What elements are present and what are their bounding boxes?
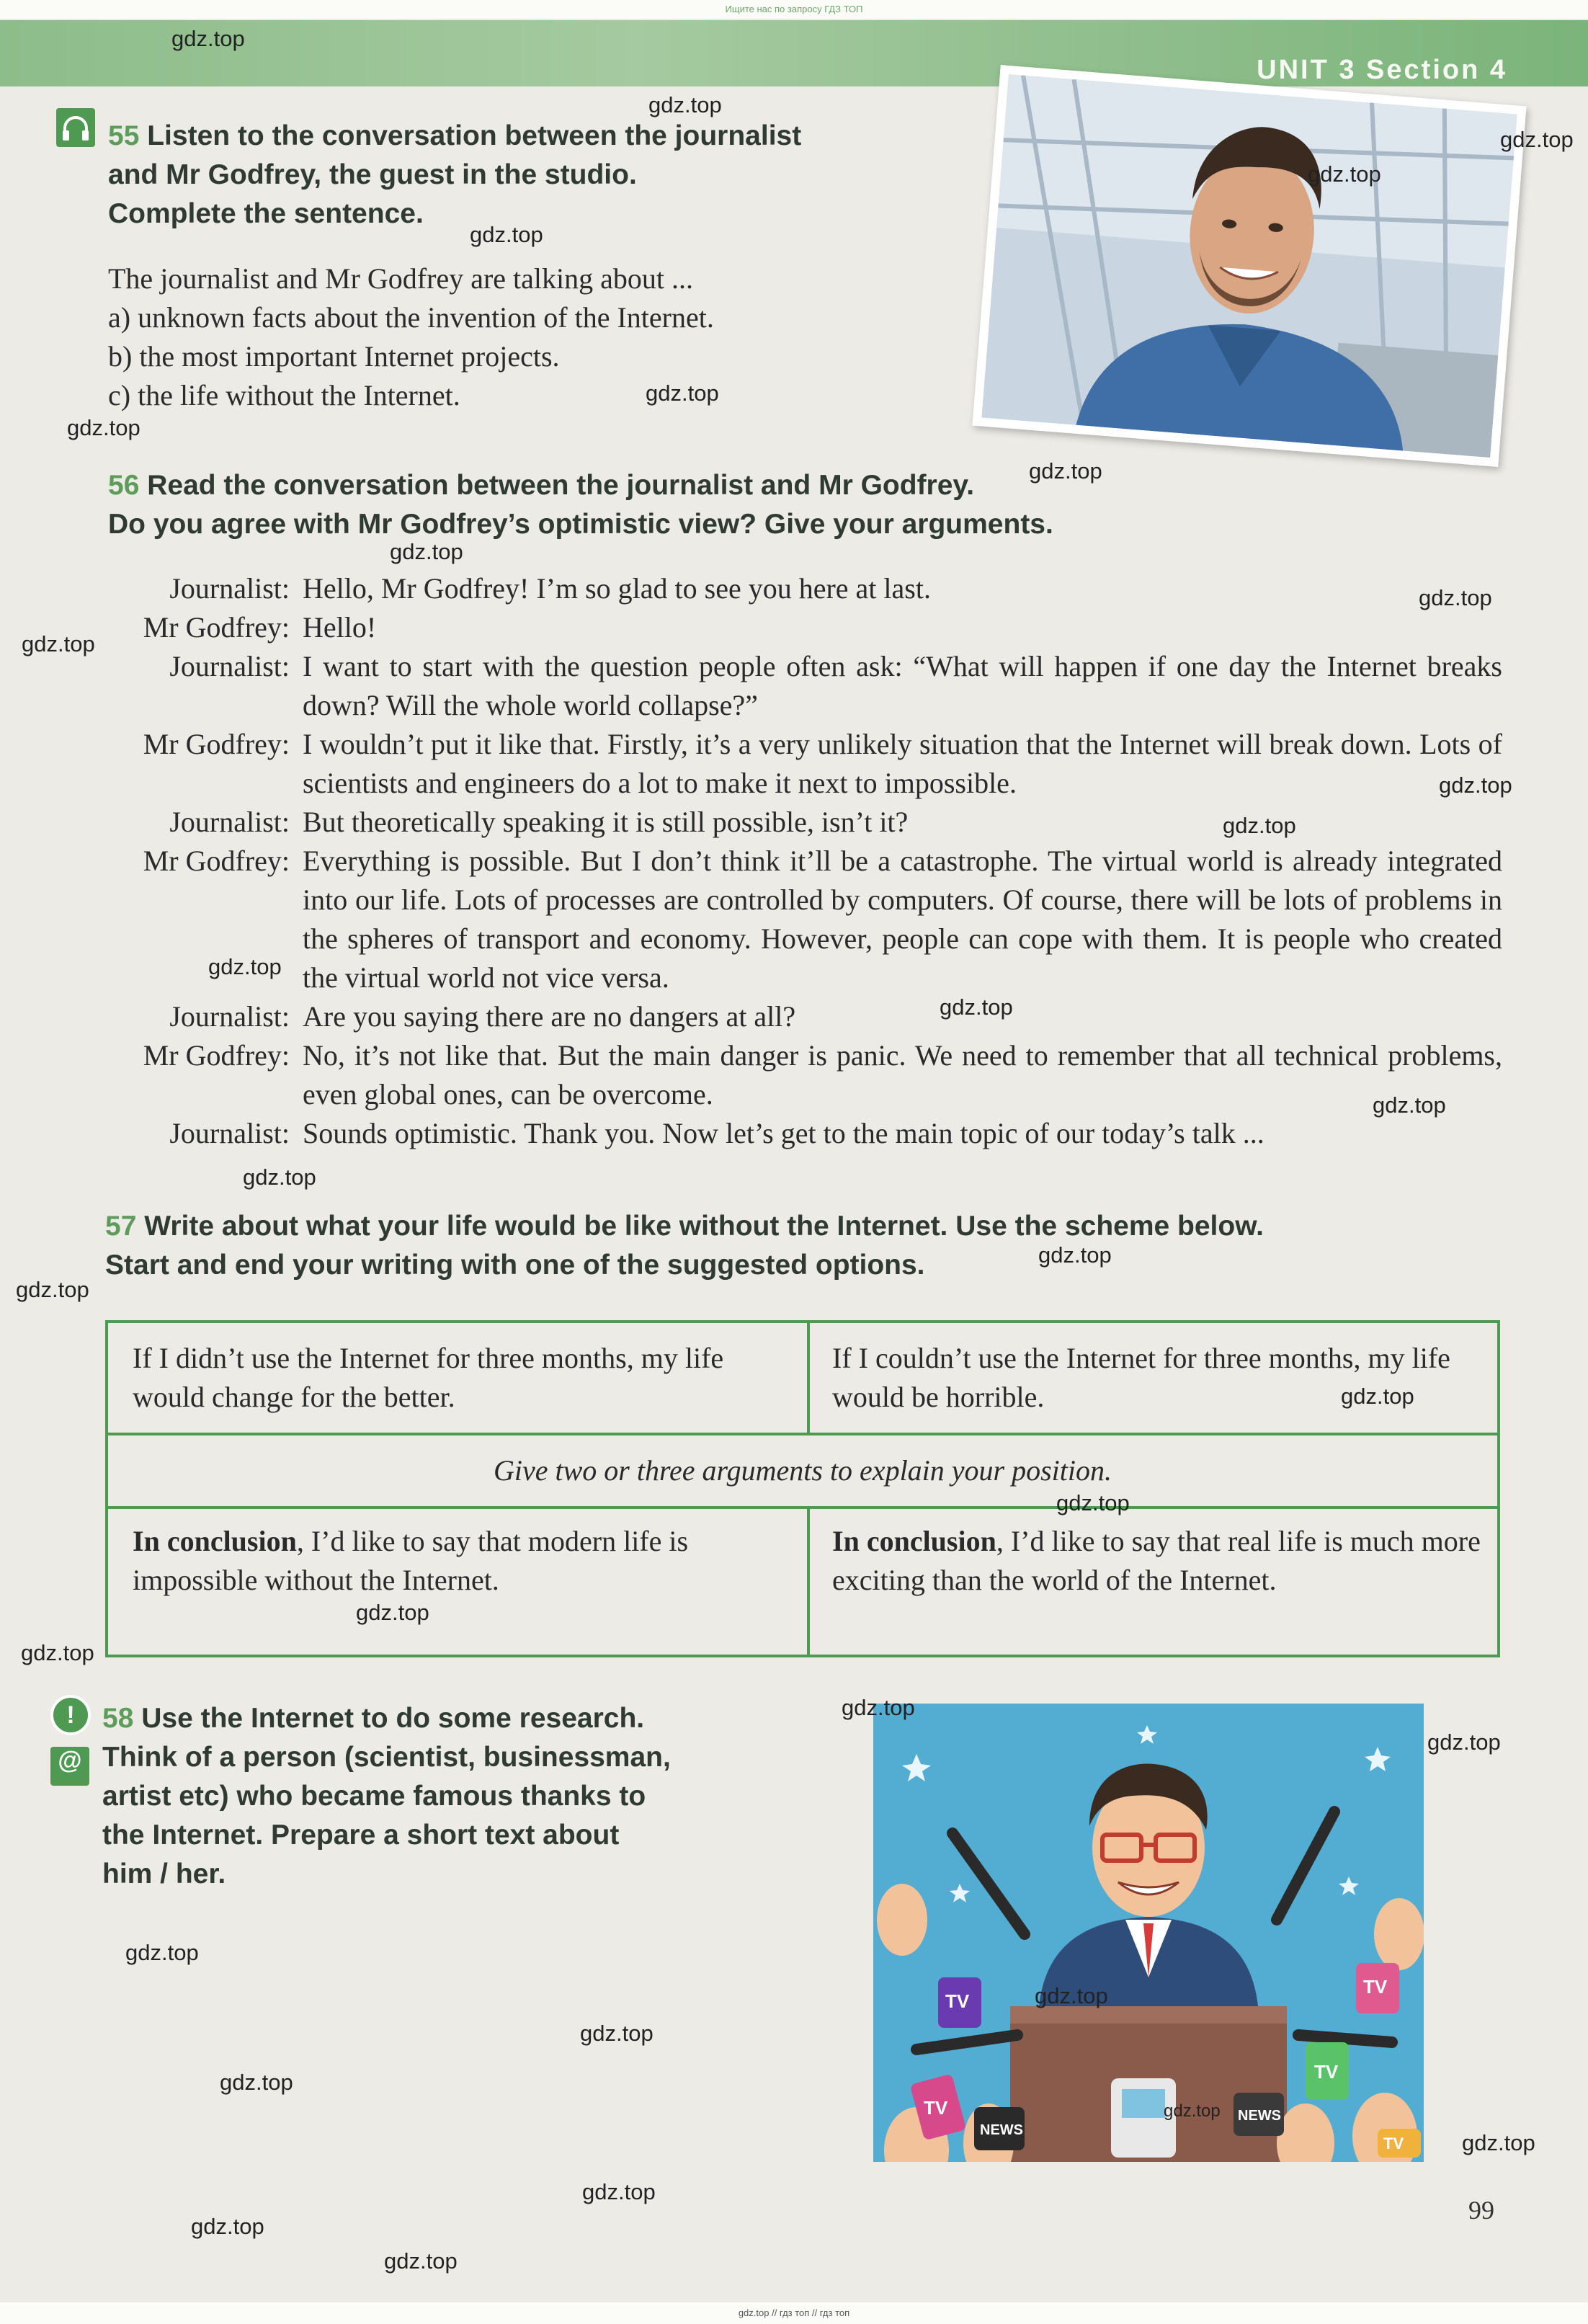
dialog-line	[112, 1114, 1502, 1153]
watermark: gdz.top	[208, 954, 282, 979]
page-number: 99	[1468, 2196, 1494, 2225]
speaker: Journalist:	[169, 650, 290, 682]
watermark: gdz.top	[171, 26, 245, 51]
mic-label: NEWS	[1238, 2108, 1281, 2124]
mic-label: TV	[1383, 2134, 1404, 2152]
watermark: gdz.top	[582, 2179, 656, 2204]
task-55-option-c: c) the life without the Internet.	[108, 379, 460, 411]
watermark: gdz.top	[1038, 1242, 1112, 1268]
conclusion-bold: In conclusion	[133, 1525, 297, 1557]
conclusion-text: , I’d like to say that modern life is impossible without the Internet.	[133, 1525, 689, 1596]
watermark: gdz.top	[390, 539, 463, 564]
utterance: Hello, Mr Godfrey! I’m so glad to see you here at last.	[303, 572, 931, 605]
scheme-conclusion-right	[832, 1522, 1488, 1600]
dialog-line	[112, 569, 1502, 608]
dialog-line	[112, 608, 1502, 647]
utterance: I wouldn’t put it like that. Firstly, it’s a very unlikely situation that the Internet will break down. Lots of scientists and engineers do a lot to make it next to impossible.	[303, 728, 1502, 799]
utterance: But theoretically speaking it is still possible, isn’t it?	[303, 806, 909, 838]
utterance: Everything is possible. But I don’t think it’ll be a catastrophe. The virtual world is already integrated into our life. Lots of processes are controlled by computers. Of course, there will be lots of problems in the spheres of transport and economy. However, people can cope with them. It is people who created the virtual world not vice versa.	[303, 845, 1502, 994]
watermark: gdz.top	[646, 380, 719, 406]
watermark: gdz.top	[1427, 1729, 1501, 1755]
watermark: gdz.top	[1500, 127, 1574, 152]
watermark: gdz.top	[220, 2070, 293, 2095]
watermark: gdz.top	[648, 92, 722, 117]
press-conference-illustration	[873, 1704, 1424, 2162]
task-55-option-a: a) unknown facts about the invention of the Internet.	[108, 301, 714, 334]
mic-label: NEWS	[980, 2122, 1023, 2138]
utterance: No, it’s not like that. But the main danger is panic. We need to remember that all technical problems, even global ones, can be overcome.	[303, 1039, 1502, 1110]
unit-label: UNIT 3 Section 4	[1257, 55, 1507, 85]
utterance: Sounds optimistic. Thank you. Now let’s get to the main topic of our today’s talk ...	[303, 1117, 1264, 1149]
scheme-option-better: If I didn’t use the Internet for three months, my life would change for the better.	[133, 1342, 724, 1413]
utterance: Hello!	[303, 611, 377, 644]
watermark: gdz.top	[1056, 1490, 1130, 1515]
guest-photo	[972, 65, 1526, 467]
watermark: gdz.top	[940, 994, 1013, 1020]
task-55-option-b: b) the most important Internet projects.	[108, 340, 560, 373]
watermark: gdz.top	[470, 222, 543, 247]
watermark: gdz.top	[243, 1165, 316, 1190]
watermark: gdz.top	[1439, 773, 1512, 798]
watermark: gdz.top	[67, 415, 140, 440]
speaker: Mr Godfrey:	[143, 1039, 290, 1072]
watermark: gdz.top	[1164, 2101, 1221, 2121]
exclamation-icon: !	[50, 1695, 91, 1735]
watermark: gdz.top	[125, 1940, 199, 1965]
watermark: gdz.top	[384, 2248, 458, 2274]
watermark: gdz.top	[1462, 2130, 1535, 2155]
speaker: Journalist:	[169, 572, 290, 605]
mic-label: TV	[1363, 1976, 1388, 1998]
scheme-divider	[108, 1506, 1497, 1509]
watermark: gdz.top	[22, 631, 95, 656]
watermark: gdz.top	[1419, 585, 1492, 610]
conversation	[112, 569, 1502, 1153]
scheme-divider	[807, 1323, 810, 1433]
watermark: gdz.top	[356, 1600, 429, 1625]
scheme-divider	[108, 1433, 1497, 1435]
scheme-divider	[807, 1506, 810, 1657]
speaker: Journalist:	[169, 1000, 290, 1033]
watermark: gdz.top	[580, 2021, 654, 2046]
watermark: gdz.top	[1223, 813, 1296, 838]
speaker: Mr Godfrey:	[143, 728, 290, 760]
watermark: gdz.top	[1373, 1092, 1446, 1118]
speaker: Journalist:	[169, 806, 290, 838]
watermark: gdz.top	[191, 2214, 264, 2239]
scheme-conclusion-left	[133, 1522, 781, 1600]
dialog-line	[112, 842, 1502, 997]
at-sign-icon: @	[50, 1747, 89, 1786]
mic-label: TV	[1314, 2061, 1339, 2083]
utterance: Are you saying there are no dangers at all?	[303, 1000, 796, 1033]
conclusion-bold: In conclusion	[832, 1525, 996, 1557]
utterance: I want to start with the question people often ask: “What will happen if one day the Internet breaks down? Will the whole world collapse?”	[303, 650, 1502, 721]
task-55-title: 55 Listen to the conversation between the journalist and Mr Godfrey, the guest in the studio. Complete the sentence.	[108, 120, 802, 229]
conclusion-text: , I’d like to say that real life is much more exciting than the world of the Internet.	[832, 1525, 1481, 1596]
writing-scheme	[105, 1320, 1500, 1657]
task-56-title: 56 Read the conversation between the journalist and Mr Godfrey. Do you agree with Mr Godfrey’s optimistic view? Give your arguments.	[108, 470, 1053, 540]
watermark: gdz.top	[1341, 1384, 1414, 1409]
watermark: gdz.top	[21, 1640, 94, 1665]
scheme-arguments: Give two or three arguments to explain your position.	[493, 1454, 1112, 1487]
task-57-title: 57 Write about what your life would be like without the Internet. Use the scheme below. Start and end your writing with one of the suggested options.	[105, 1211, 1264, 1281]
watermark: gdz.top	[842, 1695, 915, 1720]
dialog-line	[112, 997, 1502, 1036]
task-55-prompt: The journalist and Mr Godfrey are talking about ...	[108, 262, 693, 295]
task-58-title: 58 Use the Internet to do some research. Think of a person (scientist, businessman, artist etc) who became famous thanks to the Internet. Prepare a short text about him / her.	[102, 1703, 671, 1889]
watermark: gdz.top	[1035, 1983, 1108, 2008]
scheme-option-horrible: If I couldn’t use the Internet for three months, my life would be horrible.	[832, 1342, 1450, 1413]
dialog-line	[112, 1036, 1502, 1114]
watermark: gdz.top	[1308, 161, 1381, 187]
mic-label: TV	[924, 2097, 948, 2119]
watermark: gdz.top	[16, 1277, 89, 1302]
dialog-line	[112, 647, 1502, 725]
speaker: Mr Godfrey:	[143, 611, 290, 644]
speaker: Journalist:	[169, 1117, 290, 1149]
mic-label: TV	[945, 1990, 970, 2012]
bottom-banner-text: gdz.top // гдз топ // гдз топ	[0, 2302, 1588, 2324]
headphones-icon	[56, 108, 95, 147]
watermark: gdz.top	[1029, 458, 1102, 484]
top-banner-text: Ищите нас по запросу ГДЗ ТОП	[0, 0, 1588, 19]
dialog-line	[112, 725, 1502, 803]
speaker: Mr Godfrey:	[143, 845, 290, 877]
